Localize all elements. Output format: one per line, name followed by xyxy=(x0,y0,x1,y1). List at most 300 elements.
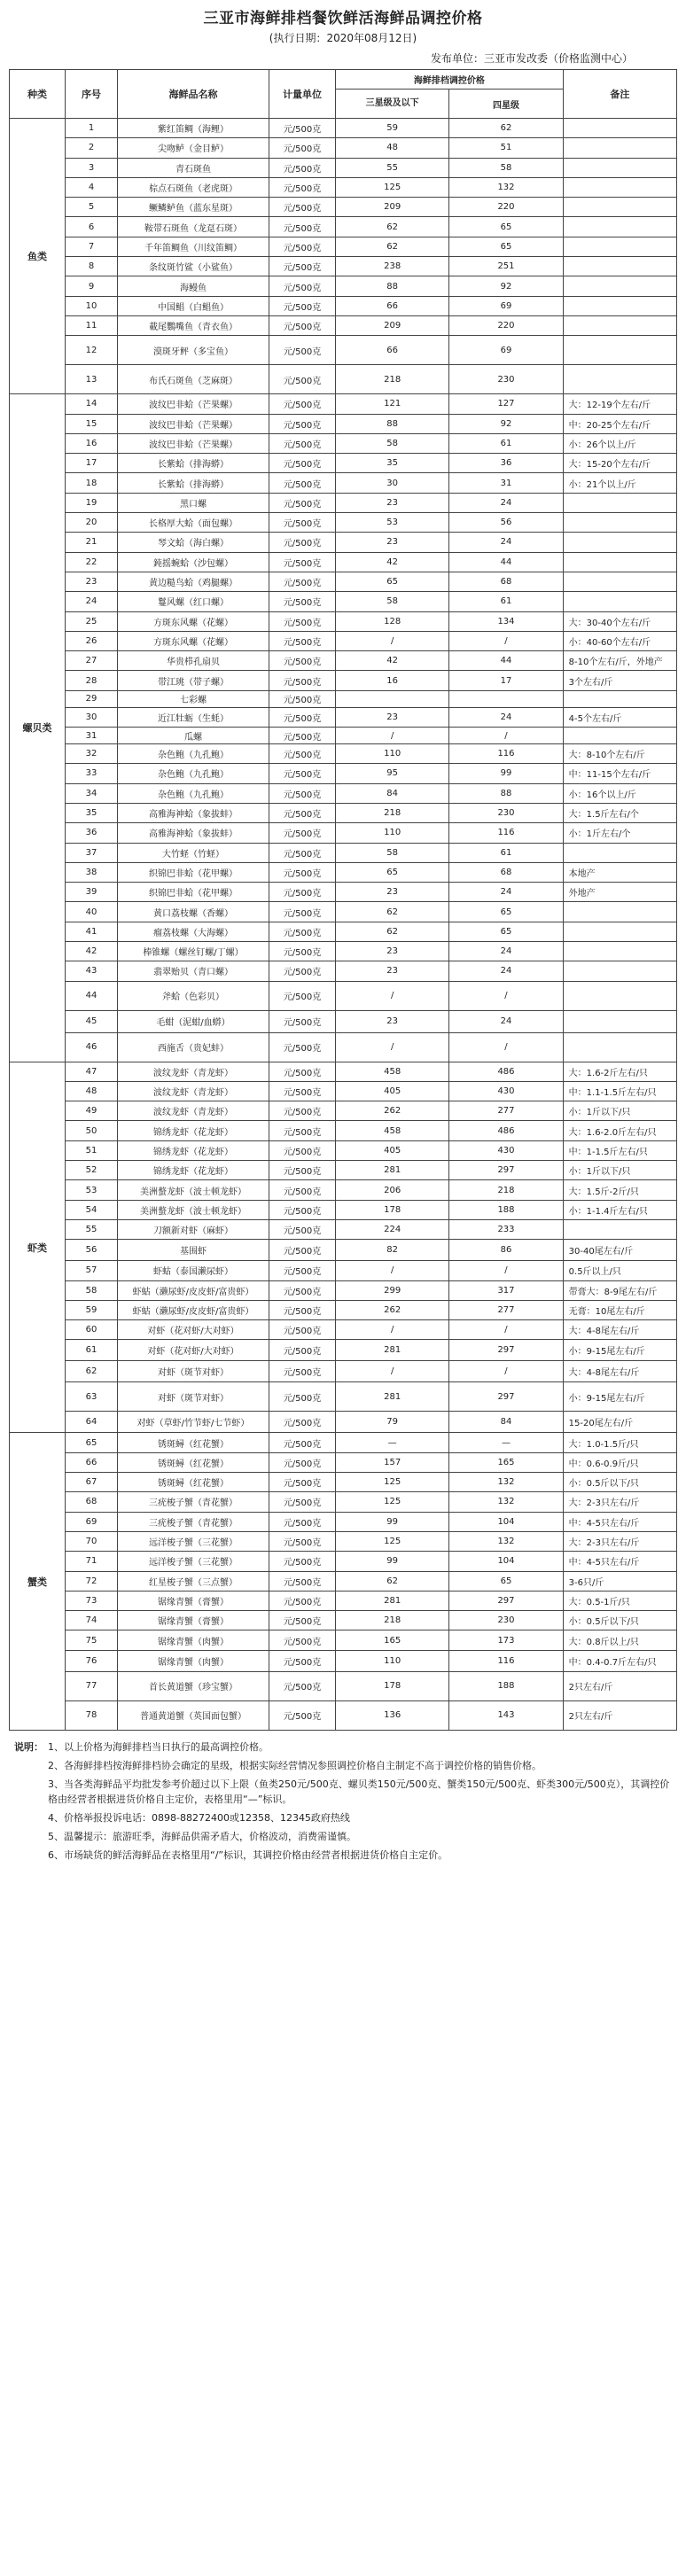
note xyxy=(563,1010,676,1032)
unit: 元/500克 xyxy=(269,1180,336,1200)
table-row xyxy=(10,552,677,572)
price-three-star: / xyxy=(336,1032,449,1062)
table-row xyxy=(10,394,677,414)
table-row xyxy=(10,1062,677,1081)
unit: 元/500克 xyxy=(269,1412,336,1433)
price-four-star: 24 xyxy=(449,1010,563,1032)
price-four-star: 36 xyxy=(449,454,563,473)
price-three-star: 62 xyxy=(336,902,449,922)
price-four-star: 297 xyxy=(449,1382,563,1412)
unit: 元/500克 xyxy=(269,1261,336,1280)
price-three-star: 58 xyxy=(336,843,449,862)
product-name: 鞍带石斑鱼（龙趸石斑） xyxy=(118,217,269,237)
unit: 元/500克 xyxy=(269,1650,336,1671)
product-name: 高雅海神蛤（象拔蚌） xyxy=(118,823,269,843)
price-four-star: 430 xyxy=(449,1140,563,1160)
price-three-star: 88 xyxy=(336,414,449,433)
table-row xyxy=(10,365,677,394)
note: 小：40-60个左右/斤 xyxy=(563,631,676,650)
table-row xyxy=(10,1671,677,1700)
unit: 元/500克 xyxy=(269,843,336,862)
unit: 元/500克 xyxy=(269,296,336,315)
unit: 元/500克 xyxy=(269,198,336,217)
unit: 元/500克 xyxy=(269,138,336,158)
product-name: 锯缘青蟹（肉蟹） xyxy=(118,1650,269,1671)
unit: 元/500克 xyxy=(269,671,336,690)
product-name: 青石斑鱼 xyxy=(118,158,269,177)
unit: 元/500克 xyxy=(269,744,336,764)
price-three-star: 206 xyxy=(336,1180,449,1200)
product-name: 棒锥螺（螺丝钉螺/丁螺） xyxy=(118,941,269,961)
product-name: 鬘风螺（红口螺） xyxy=(118,592,269,611)
product-name: 织锦巴非蛤（花甲螺） xyxy=(118,862,269,882)
price-four-star: 61 xyxy=(449,592,563,611)
row-number: 72 xyxy=(66,1571,118,1591)
table-row xyxy=(10,611,677,631)
unit: 元/500克 xyxy=(269,728,336,744)
table-row xyxy=(10,533,677,552)
note: 小：26个以上/斤 xyxy=(563,433,676,453)
note: 2只左右/斤 xyxy=(563,1671,676,1700)
price-four-star: 92 xyxy=(449,414,563,433)
price-four-star: 132 xyxy=(449,1531,563,1551)
price-three-star: 281 xyxy=(336,1591,449,1610)
price-four-star: 31 xyxy=(449,473,563,493)
price-three-star: 62 xyxy=(336,922,449,941)
note xyxy=(563,138,676,158)
table-row xyxy=(10,1382,677,1412)
note xyxy=(563,158,676,177)
price-three-star: 458 xyxy=(336,1121,449,1140)
product-name: 翡翠贻贝（青口螺） xyxy=(118,961,269,981)
price-four-star: 218 xyxy=(449,1180,563,1200)
product-name: 长紫蛤（排海蟒） xyxy=(118,473,269,493)
note: 小：1斤左右/个 xyxy=(563,823,676,843)
row-number: 50 xyxy=(66,1121,118,1140)
price-four-star: / xyxy=(449,728,563,744)
table-row xyxy=(10,744,677,764)
price-four-star: / xyxy=(449,1261,563,1280)
product-name: 杂色鲍（九孔鲍） xyxy=(118,744,269,764)
product-name: 尖吻鲈（金目鲈） xyxy=(118,138,269,158)
price-three-star: / xyxy=(336,981,449,1010)
unit: 元/500克 xyxy=(269,473,336,493)
product-name: 锦绣龙虾（花龙虾） xyxy=(118,1161,269,1180)
price-four-star: 24 xyxy=(449,707,563,727)
row-number: 4 xyxy=(66,177,118,197)
table-row xyxy=(10,1571,677,1591)
price-three-star: 405 xyxy=(336,1140,449,1160)
row-number: 13 xyxy=(66,365,118,394)
unit: 元/500克 xyxy=(269,217,336,237)
product-name: 首长黄道蟹（珍宝蟹） xyxy=(118,1671,269,1700)
table-row xyxy=(10,414,677,433)
row-number: 30 xyxy=(66,707,118,727)
price-four-star: 44 xyxy=(449,552,563,572)
table-row xyxy=(10,1261,677,1280)
unit: 元/500克 xyxy=(269,961,336,981)
table-row xyxy=(10,572,677,591)
price-four-star: 56 xyxy=(449,513,563,533)
product-name: 鈍摇蜿蛤（沙包螺） xyxy=(118,552,269,572)
note: 中：0.6-0.9斤/只 xyxy=(563,1452,676,1472)
note xyxy=(563,217,676,237)
price-three-star: 121 xyxy=(336,394,449,414)
product-name: 波纹巴非蛤（芒果螺） xyxy=(118,394,269,414)
product-name: 远洋梭子蟹（三花蟹） xyxy=(118,1552,269,1571)
note: 8-10个左右/斤，外地产 xyxy=(563,651,676,671)
note-item xyxy=(14,1739,672,1755)
unit: 元/500克 xyxy=(269,1512,336,1531)
price-three-star: 66 xyxy=(336,336,449,365)
unit: 元/500克 xyxy=(269,1219,336,1239)
price-four-star: 116 xyxy=(449,1650,563,1671)
price-four-star: 84 xyxy=(449,1412,563,1433)
product-name: 三疣梭子蟹（青花蟹） xyxy=(118,1512,269,1531)
note: 小：9-15尾左右/斤 xyxy=(563,1382,676,1412)
price-four-star: 44 xyxy=(449,651,563,671)
product-name: 普通黄道蟹（英国面包蟹） xyxy=(118,1700,269,1730)
product-name: 虾蛄（濑尿虾/皮皮虾/富贵虾） xyxy=(118,1280,269,1300)
price-three-star: 458 xyxy=(336,1062,449,1081)
notes-section xyxy=(14,1739,672,1863)
table-row xyxy=(10,138,677,158)
price-four-star: / xyxy=(449,631,563,650)
row-number: 1 xyxy=(66,119,118,138)
price-three-star: 42 xyxy=(336,651,449,671)
note-item: 5、温馨提示：旅游旺季，海鲜品供需矛盾大，价格波动，消费需谨慎。 xyxy=(48,1830,356,1842)
price-four-star: 134 xyxy=(449,611,563,631)
note: 中：11-15个左右/斤 xyxy=(563,764,676,783)
price-three-star: 178 xyxy=(336,1671,449,1700)
row-number: 23 xyxy=(66,572,118,591)
price-three-star: 99 xyxy=(336,1552,449,1571)
note: 大：1.6-2斤左右/只 xyxy=(563,1062,676,1081)
note: 大：1.5斤-2斤/只 xyxy=(563,1180,676,1200)
note xyxy=(563,961,676,981)
note: 小：21个以上/斤 xyxy=(563,473,676,493)
price-four-star: 116 xyxy=(449,823,563,843)
row-number: 52 xyxy=(66,1161,118,1180)
price-four-star: / xyxy=(449,1361,563,1382)
table-row xyxy=(10,1219,677,1239)
row-number: 32 xyxy=(66,744,118,764)
price-three-star: 165 xyxy=(336,1630,449,1650)
product-name: 虾蛄（泰国濑尿虾） xyxy=(118,1261,269,1280)
product-name: 三疣梭子蟹（青花蟹） xyxy=(118,1492,269,1512)
header-kind: 种类 xyxy=(10,70,66,119)
note: 无膏：10尾左右/斤 xyxy=(563,1300,676,1319)
row-number: 45 xyxy=(66,1010,118,1032)
price-three-star: / xyxy=(336,1361,449,1382)
note: 小：0.5斤以下/只 xyxy=(563,1611,676,1630)
note xyxy=(563,941,676,961)
row-number: 73 xyxy=(66,1591,118,1610)
unit: 元/500克 xyxy=(269,1531,336,1551)
product-name: 波纹巴非蛤（芒果螺） xyxy=(118,433,269,453)
row-number: 40 xyxy=(66,902,118,922)
row-number: 42 xyxy=(66,941,118,961)
table-row xyxy=(10,1340,677,1361)
product-name: 波纹巴非蛤（芒果螺） xyxy=(118,414,269,433)
note: 本地产 xyxy=(563,862,676,882)
price-four-star: 51 xyxy=(449,138,563,158)
product-name: 长紫蛤（排海蟒） xyxy=(118,454,269,473)
note: 大：1.6-2.0斤左右/只 xyxy=(563,1121,676,1140)
price-three-star: 58 xyxy=(336,433,449,453)
note xyxy=(563,315,676,335)
unit: 元/500克 xyxy=(269,631,336,650)
table-row xyxy=(10,513,677,533)
product-name: 斧蛤（色彩贝） xyxy=(118,981,269,1010)
product-name: 锯缘青蟹（膏蟹） xyxy=(118,1611,269,1630)
table-row xyxy=(10,1140,677,1160)
note xyxy=(563,843,676,862)
note xyxy=(563,198,676,217)
row-number: 41 xyxy=(66,922,118,941)
table-row xyxy=(10,1180,677,1200)
table-row xyxy=(10,728,677,744)
unit: 元/500克 xyxy=(269,592,336,611)
product-name: 刀额新对虾（麻虾） xyxy=(118,1219,269,1239)
product-name: 华贵栉孔扇贝 xyxy=(118,651,269,671)
note: 大：0.5-1斤/只 xyxy=(563,1591,676,1610)
price-three-star: 23 xyxy=(336,883,449,902)
note: 大：12-19个左右/斤 xyxy=(563,394,676,414)
table-row xyxy=(10,862,677,882)
row-number: 5 xyxy=(66,198,118,217)
row-number: 68 xyxy=(66,1492,118,1512)
row-number: 38 xyxy=(66,862,118,882)
note xyxy=(563,690,676,707)
price-three-star: 125 xyxy=(336,1492,449,1512)
table-row xyxy=(10,707,677,727)
unit: 元/500克 xyxy=(269,1200,336,1219)
note xyxy=(563,592,676,611)
note: 大：4-8尾左右/斤 xyxy=(563,1320,676,1340)
product-name: 瘤荔枝螺（大海螺） xyxy=(118,922,269,941)
row-number: 47 xyxy=(66,1062,118,1081)
unit: 元/500克 xyxy=(269,862,336,882)
table-row xyxy=(10,1630,677,1650)
table-row xyxy=(10,592,677,611)
price-three-star: 95 xyxy=(336,764,449,783)
execution-date: (执行日期：2020年08月12日) xyxy=(269,32,417,44)
price-three-star: 178 xyxy=(336,1200,449,1219)
row-number: 16 xyxy=(66,433,118,453)
table-row xyxy=(10,1081,677,1101)
unit: 元/500克 xyxy=(269,764,336,783)
unit: 元/500克 xyxy=(269,394,336,414)
note xyxy=(563,902,676,922)
note: 小：1-1.4斤左右/只 xyxy=(563,1200,676,1219)
price-four-star: 165 xyxy=(449,1452,563,1472)
row-number: 14 xyxy=(66,394,118,414)
price-four-star: 61 xyxy=(449,433,563,453)
row-number: 49 xyxy=(66,1101,118,1121)
table-row xyxy=(10,493,677,512)
price-three-star: 218 xyxy=(336,803,449,822)
product-name: 长格厚大蛤（面包螺） xyxy=(118,513,269,533)
table-row xyxy=(10,1240,677,1261)
table-row xyxy=(10,454,677,473)
table-row xyxy=(10,783,677,803)
price-four-star: 99 xyxy=(449,764,563,783)
price-three-star: 16 xyxy=(336,671,449,690)
price-three-star: 218 xyxy=(336,365,449,394)
table-row xyxy=(10,1531,677,1551)
note: 中：1.1-1.5斤左右/只 xyxy=(563,1081,676,1101)
note: 0.5斤以上/只 xyxy=(563,1261,676,1280)
price-three-star: 99 xyxy=(336,1512,449,1531)
table-row xyxy=(10,1300,677,1319)
price-three-star: 62 xyxy=(336,1571,449,1591)
note: 30-40尾左右/斤 xyxy=(563,1240,676,1261)
price-four-star: 86 xyxy=(449,1240,563,1261)
unit: 元/500克 xyxy=(269,1340,336,1361)
price-four-star: / xyxy=(449,1320,563,1340)
price-four-star: 127 xyxy=(449,394,563,414)
unit: 元/500克 xyxy=(269,1140,336,1160)
row-number: 57 xyxy=(66,1261,118,1280)
table-row xyxy=(10,631,677,650)
note-item: 3、当各类海鲜品平均批发参考价超过以下上限（鱼类250元/500克、螺贝类150元/500克、蟹类150元/500克、虾类300元/500克），其调控价格由经营者根据进货价格自主定价，表格里用“—”标识。 xyxy=(48,1778,670,1805)
unit: 元/500克 xyxy=(269,433,336,453)
price-three-star: 299 xyxy=(336,1280,449,1300)
table-row xyxy=(10,1611,677,1630)
table-row xyxy=(10,257,677,276)
price-three-star: 35 xyxy=(336,454,449,473)
row-number: 69 xyxy=(66,1512,118,1531)
price-four-star: 116 xyxy=(449,744,563,764)
price-three-star: 62 xyxy=(336,237,449,256)
price-four-star: 62 xyxy=(449,119,563,138)
unit: 元/500克 xyxy=(269,276,336,296)
note: 3-6只/斤 xyxy=(563,1571,676,1591)
table-row xyxy=(10,981,677,1010)
price-four-star xyxy=(449,690,563,707)
price-four-star: 65 xyxy=(449,1571,563,1591)
row-number: 66 xyxy=(66,1452,118,1472)
unit: 元/500克 xyxy=(269,1361,336,1382)
price-three-star: 224 xyxy=(336,1219,449,1239)
price-three-star: 23 xyxy=(336,1010,449,1032)
table-row xyxy=(10,941,677,961)
note: 大：8-10个左右/斤 xyxy=(563,744,676,764)
price-three-star: 23 xyxy=(336,707,449,727)
note: 大：2-3只左右/斤 xyxy=(563,1531,676,1551)
note: 小：0.5斤以下/只 xyxy=(563,1473,676,1492)
price-four-star: 277 xyxy=(449,1300,563,1319)
price-four-star: 486 xyxy=(449,1121,563,1140)
table-row xyxy=(10,690,677,707)
price-three-star: 23 xyxy=(336,941,449,961)
price-three-star xyxy=(336,690,449,707)
price-three-star: 262 xyxy=(336,1300,449,1319)
unit: 元/500克 xyxy=(269,493,336,512)
row-number: 77 xyxy=(66,1671,118,1700)
unit: 元/500克 xyxy=(269,981,336,1010)
price-three-star: 62 xyxy=(336,217,449,237)
table-row xyxy=(10,803,677,822)
price-four-star: — xyxy=(449,1433,563,1452)
note-item: 2、各海鲜排档按海鲜排档协会确定的星级，根据实际经营情况参照调控价格自主制定不高于调控价格的销售价格。 xyxy=(48,1759,542,1771)
price-three-star: / xyxy=(336,1261,449,1280)
product-name: 锈斑蟳（红花蟹） xyxy=(118,1473,269,1492)
product-name: 波纹龙虾（青龙虾） xyxy=(118,1062,269,1081)
row-number: 62 xyxy=(66,1361,118,1382)
price-four-star: 104 xyxy=(449,1512,563,1531)
table-row xyxy=(10,1121,677,1140)
price-four-star: 297 xyxy=(449,1161,563,1180)
price-four-star: 24 xyxy=(449,883,563,902)
price-table xyxy=(9,69,677,1731)
header-name: 海鲜品名称 xyxy=(118,70,269,119)
unit: 元/500克 xyxy=(269,365,336,394)
row-number: 15 xyxy=(66,414,118,433)
product-name: 大竹蛏（竹蛏） xyxy=(118,843,269,862)
price-three-star: 110 xyxy=(336,744,449,764)
note: 2只左右/斤 xyxy=(563,1700,676,1730)
note xyxy=(563,296,676,315)
table-row xyxy=(10,1032,677,1062)
note-item: 6、市场缺货的鲜活海鲜品在表格里用“/”标识，其调控价格由经营者根据进货价格自主定价。 xyxy=(48,1848,448,1861)
unit: 元/500克 xyxy=(269,1300,336,1319)
unit: 元/500克 xyxy=(269,1382,336,1412)
row-number: 24 xyxy=(66,592,118,611)
unit: 元/500克 xyxy=(269,572,336,591)
price-three-star: 82 xyxy=(336,1240,449,1261)
row-number: 39 xyxy=(66,883,118,902)
table-row xyxy=(10,1700,677,1730)
price-three-star: 405 xyxy=(336,1081,449,1101)
table-row xyxy=(10,473,677,493)
row-number: 54 xyxy=(66,1200,118,1219)
table-row xyxy=(10,1452,677,1472)
table-row xyxy=(10,336,677,365)
price-three-star: 88 xyxy=(336,276,449,296)
unit: 元/500克 xyxy=(269,783,336,803)
price-three-star: 262 xyxy=(336,1101,449,1121)
header-unit: 计量单位 xyxy=(269,70,336,119)
table-row xyxy=(10,1433,677,1452)
product-name: 布氏石斑鱼（芝麻斑） xyxy=(118,365,269,394)
unit: 元/500克 xyxy=(269,803,336,822)
product-name: 对虾（斑节对虾） xyxy=(118,1361,269,1382)
unit: 元/500克 xyxy=(269,611,336,631)
product-name: 瓜螺 xyxy=(118,728,269,744)
price-four-star: 58 xyxy=(449,158,563,177)
note xyxy=(563,552,676,572)
note xyxy=(563,1219,676,1239)
table-row xyxy=(10,1591,677,1610)
product-name: 棕点石斑鱼（老虎斑） xyxy=(118,177,269,197)
price-four-star: 317 xyxy=(449,1280,563,1300)
price-three-star: 128 xyxy=(336,611,449,631)
product-name: 七彩螺 xyxy=(118,690,269,707)
unit: 元/500克 xyxy=(269,1081,336,1101)
price-three-star: 209 xyxy=(336,315,449,335)
price-four-star: 132 xyxy=(449,177,563,197)
row-number: 19 xyxy=(66,493,118,512)
unit: 元/500克 xyxy=(269,902,336,922)
note: 中：0.4-0.7斤左右/只 xyxy=(563,1650,676,1671)
price-four-star: 68 xyxy=(449,862,563,882)
note: 小：1斤以下/只 xyxy=(563,1101,676,1121)
price-four-star: 61 xyxy=(449,843,563,862)
table-row xyxy=(10,671,677,690)
unit: 元/500克 xyxy=(269,1452,336,1472)
